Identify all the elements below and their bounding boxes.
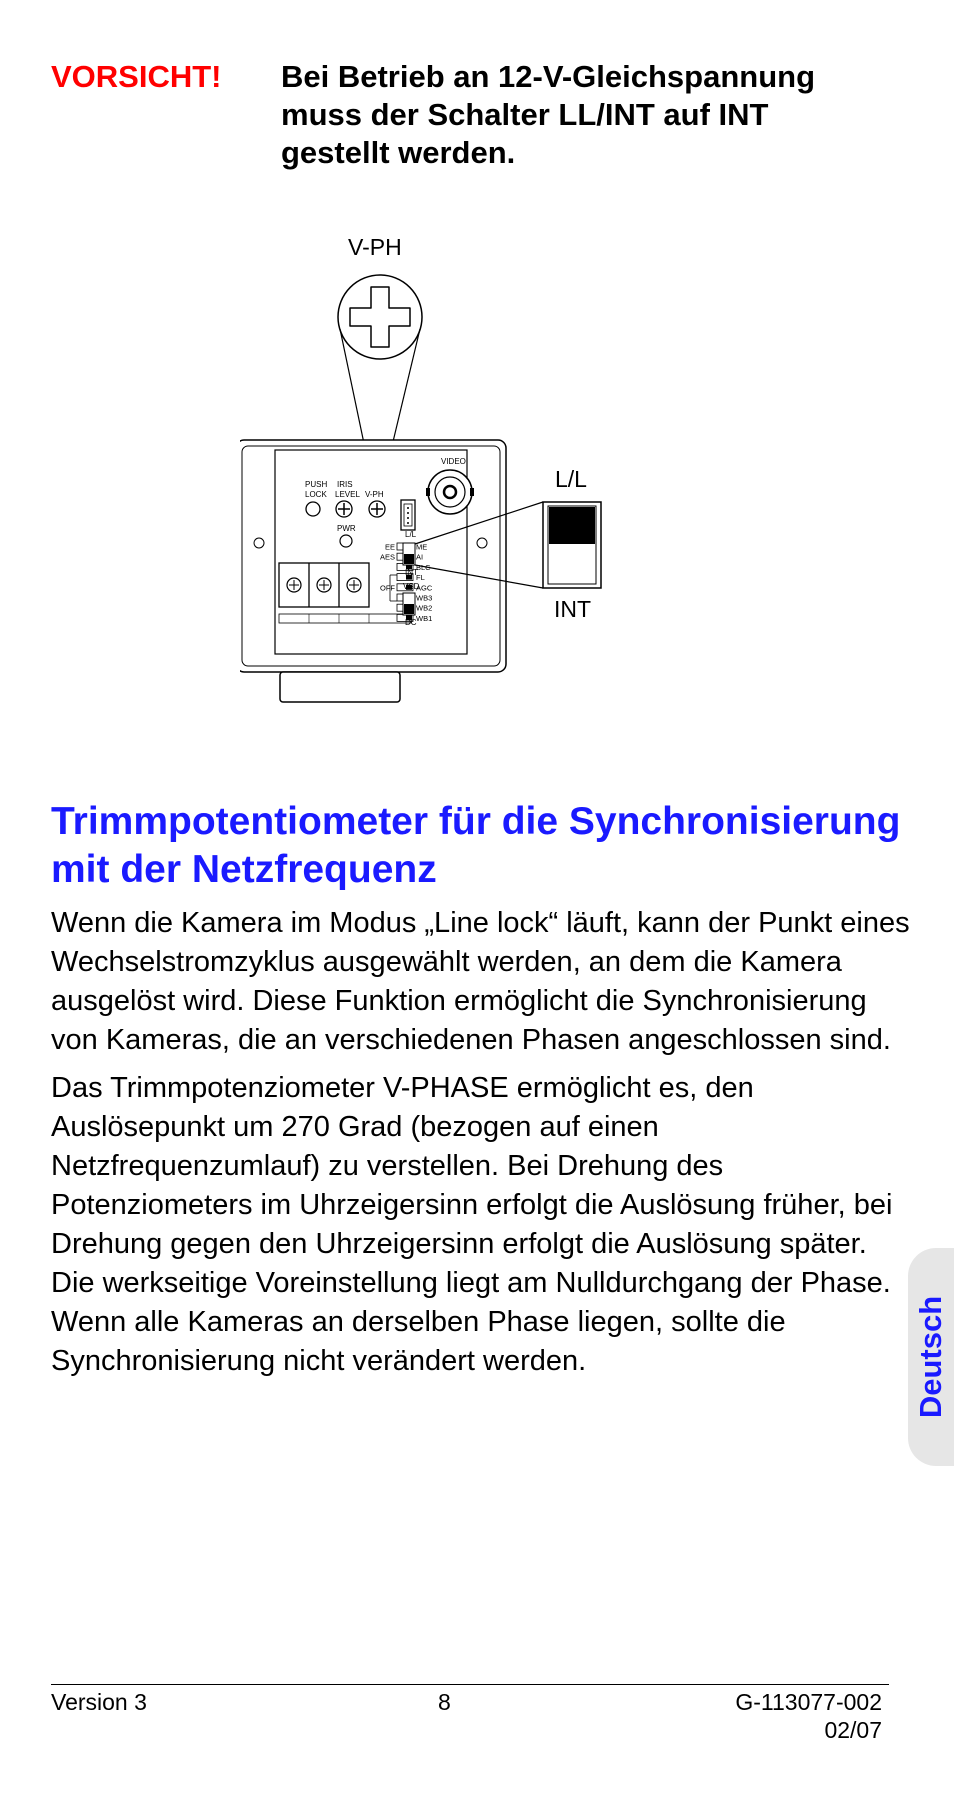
footer-doc-info — [735, 1688, 882, 1744]
connector-icon — [401, 500, 415, 530]
language-tab-label: Deutsch — [913, 1295, 948, 1419]
iris-level-label-1: IRIS — [337, 480, 353, 489]
vsd-panel-label: VSD — [403, 582, 420, 591]
dc-panel-label: DC — [405, 618, 417, 627]
footer-divider — [51, 1684, 889, 1685]
dip-left-label: EE — [384, 542, 395, 552]
section-title: Trimmpotentiometer für die Synchronisierung mit der Netzfrequenz — [51, 800, 901, 891]
ll-panel-label: L/L — [405, 530, 417, 539]
push-lock-button-icon — [306, 502, 320, 516]
caution-label: VORSICHT! — [51, 59, 222, 94]
video-label: VIDEO — [441, 457, 466, 466]
footer-version: Version 3 — [51, 1689, 147, 1715]
vph-panel-label: V-PH — [365, 490, 384, 499]
vph-label: V-PH — [348, 234, 402, 260]
camera-rear-panel-diagram — [240, 225, 720, 705]
terminal-screw-icon — [347, 578, 361, 592]
terminal-screw-icon — [317, 578, 331, 592]
push-lock-label-1: PUSH — [305, 480, 328, 489]
dip-right-label: ME — [416, 542, 428, 552]
dip-right-label: FL — [416, 573, 425, 583]
dip-right-label: BLC — [416, 562, 431, 572]
paragraph: Wenn die Kamera im Modus „Line lock“ läuft, kann der Punkt eines Wechselstromzyklus ausgewählt werden, an dem die Kamera ausgelöst wird. Diese Funktion ermöglicht die Synchronisierung von Kameras, die an verschiedenen Phasen angeschlossen sind. — [51, 907, 910, 1056]
ll-label: L/L — [555, 466, 587, 492]
dip-right-label: AGC — [416, 583, 433, 593]
terminal-screw-icon — [287, 578, 301, 592]
pwr-label: PWR — [337, 524, 356, 533]
body-text — [51, 904, 911, 1390]
dip-right-label: AI — [416, 552, 424, 562]
int-label: INT — [554, 596, 592, 622]
dip-left-label: AES — [379, 552, 395, 562]
dip-right-label: WB3 — [416, 593, 433, 603]
int-panel-label: INT — [405, 568, 418, 577]
language-side-tab — [908, 1248, 954, 1466]
iris-level-pot-icon — [336, 501, 352, 517]
pwr-led-icon — [340, 535, 352, 547]
dip-left-label: OFF — [380, 583, 395, 593]
dip-right-label: WB1 — [416, 613, 433, 623]
dip-right-label: WB2 — [416, 603, 433, 613]
vph-pot-icon — [369, 501, 385, 517]
paragraph: Das Trimmpotenziometer V-PHASE ermöglicht es, den Auslösepunkt um 270 Grad (bezogen auf einen Netzfrequenzumlauf) zu verstellen. Bei Drehung des Potenziometers im Uhrzeigersinn erfolgt die Auslösung früher, bei Drehung gegen den Uhrzeigersinn erfolgt die Auslösung später. Die werkseitige Voreinstellung liegt am Nulldurchgang der Phase. Wenn alle Kameras an derselben Phase liegen, sollte die Synchronisierung nicht verändert werden. — [51, 1072, 893, 1377]
dip-switch-row — [380, 553, 423, 562]
caution-text: Bei Betrieb an 12-V-Gleichspannung muss der Schalter LL/INT auf INT gestellt werden. — [281, 59, 816, 170]
page-number: 8 — [438, 1689, 451, 1715]
push-lock-label-2: LOCK — [305, 490, 327, 499]
doc-date: 02/07 — [824, 1717, 882, 1743]
iris-level-label-2: LEVEL — [335, 490, 360, 499]
doc-number: G-113077-002 — [735, 1689, 882, 1715]
